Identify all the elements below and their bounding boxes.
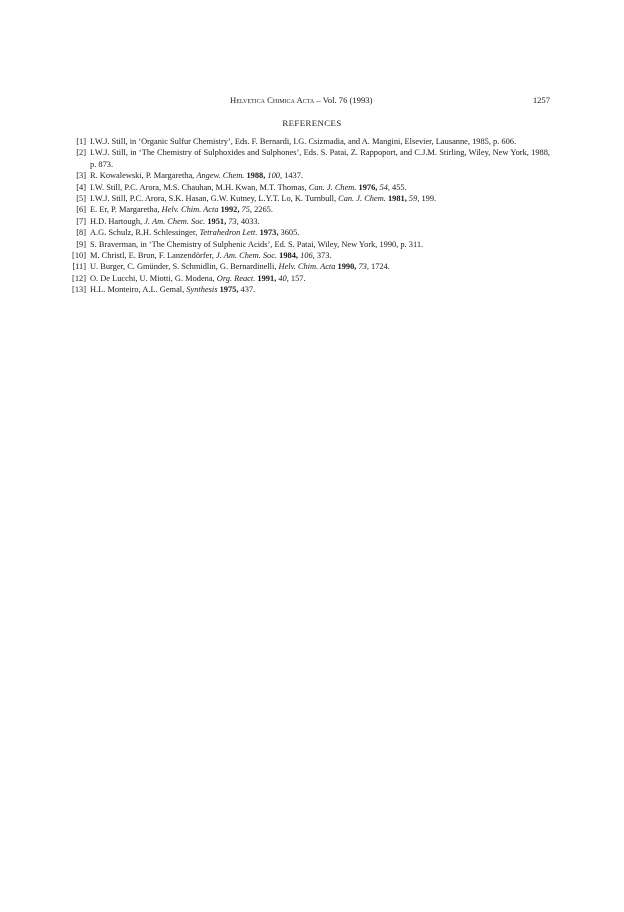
reference-number: [7] bbox=[76, 216, 86, 226]
reference-item bbox=[64, 261, 550, 272]
reference-list bbox=[64, 136, 550, 296]
reference-text: I.W. Still, P.C. Arora, M.S. Chauhan, M.H. Kwan, M.T. Thomas, Can. J. Chem. 1976, 54, 455. bbox=[90, 182, 407, 192]
journal-title bbox=[230, 94, 372, 106]
reference-item bbox=[64, 147, 550, 170]
reference-item bbox=[64, 227, 550, 238]
reference-item bbox=[64, 182, 550, 193]
reference-item bbox=[64, 284, 550, 295]
reference-item bbox=[64, 216, 550, 227]
reference-number: [2] bbox=[76, 148, 86, 158]
reference-number: [9] bbox=[76, 239, 86, 249]
reference-number: [3] bbox=[76, 171, 86, 181]
reference-text: U. Burger, C. Gmünder, S. Schmidlin, G. Bernardinelli, Helv. Chim. Acta 1990, 73, 1724. bbox=[90, 262, 390, 272]
reference-number: [13] bbox=[72, 285, 86, 295]
page-number: 1257 bbox=[532, 95, 550, 105]
reference-number: [1] bbox=[76, 137, 86, 146]
reference-text: H.L. Monteiro, A.L. Gemal, Synthesis 1975, 437. bbox=[90, 285, 256, 295]
reference-item bbox=[64, 136, 550, 147]
reference-text: I.W.J. Still, P.C. Arora, S.K. Hasan, G.W. Kutney, L.Y.T. Lo, K. Turnbull, Can. J. Chem. 1981, 59, 199. bbox=[90, 194, 437, 204]
reference-number: [4] bbox=[76, 182, 86, 192]
reference-text: O. De Lucchi, U. Miotti, G. Modena, Org. React. 1991, 40, 157. bbox=[90, 273, 306, 283]
reference-number: [12] bbox=[72, 273, 86, 283]
reference-text: H.D. Hartough, J. Am. Chem. Soc. 1951, 73, 4033. bbox=[90, 216, 260, 226]
reference-text: M. Christl, E. Brun, F. Lanzendörfer, J. Am. Chem. Soc. 1984, 106, 373. bbox=[90, 251, 332, 261]
reference-number: [11] bbox=[72, 262, 86, 272]
reference-item bbox=[64, 204, 550, 215]
journal-name: Helvetica Chimica Acta bbox=[230, 95, 315, 105]
journal-volume: – Vol. 76 (1993) bbox=[314, 95, 373, 105]
reference-text: A.G. Schulz, R.H. Schlessinger, Tetrahedron Lett. 1973, 3605. bbox=[90, 228, 300, 238]
section-heading: REFERENCES bbox=[282, 118, 342, 128]
reference-item bbox=[64, 250, 550, 261]
reference-text: S. Braverman, in ‘The Chemistry of Sulphenic Acids’, Ed. S. Patai, Wiley, New York, 1990, p. 311. bbox=[90, 239, 424, 249]
reference-text: E. Er, P. Margaretha, Helv. Chim. Acta 1992, 75, 2265. bbox=[90, 205, 273, 215]
reference-text: I.W.J. Still, in ‘The Chemistry of Sulphoxides and Sulphones’, Eds. S. Patai, Z. Rappoport, and C.J.M. Stirling, Wiley, New York, 1988, p. 873. bbox=[90, 148, 550, 169]
reference-number: [8] bbox=[76, 228, 86, 238]
reference-number: [6] bbox=[76, 205, 86, 215]
reference-item bbox=[64, 193, 550, 204]
reference-number: [10] bbox=[72, 251, 86, 261]
reference-item bbox=[64, 239, 550, 250]
reference-text: R. Kowalewski, P. Margaretha, Angew. Chem. 1988, 100, 1437. bbox=[90, 171, 303, 181]
reference-text: I.W.J. Still, in ‘Organic Sulfur Chemistry’, Eds. F. Bernardi, I.G. Csizmadia, and A. Mangini, Elsevier, Lausanne, 1985, p. 606. bbox=[90, 137, 517, 146]
reference-item bbox=[64, 273, 550, 284]
reference-number: [5] bbox=[76, 194, 86, 204]
reference-item bbox=[64, 170, 550, 181]
